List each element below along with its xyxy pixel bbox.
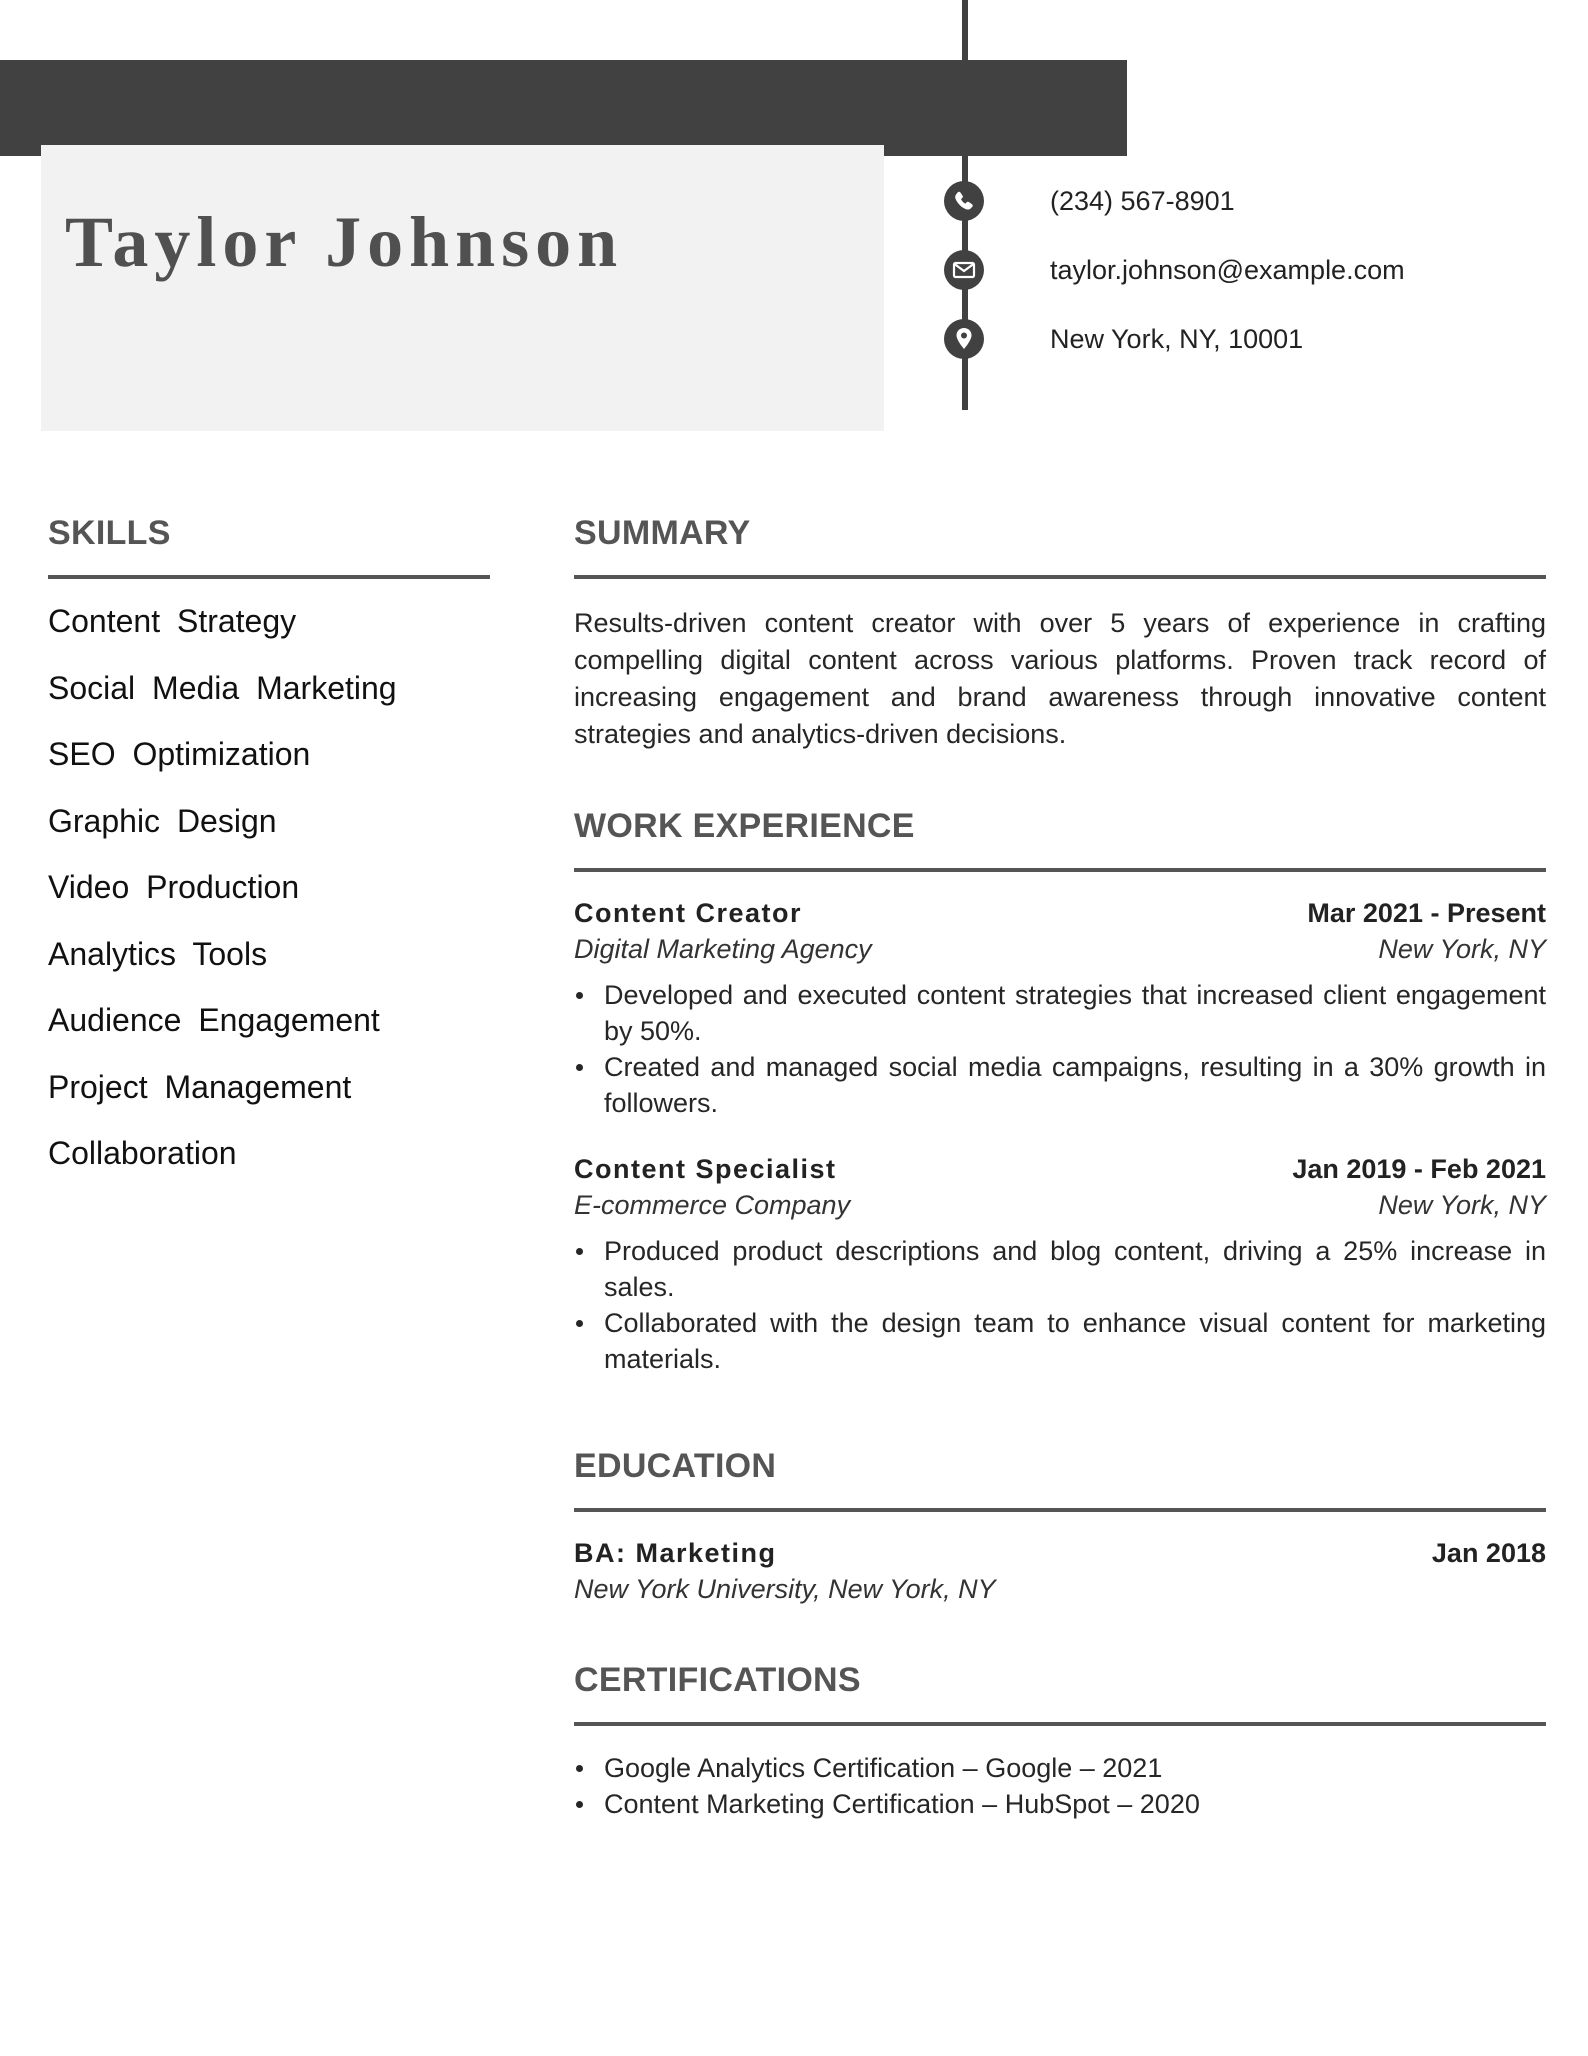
phone-number[interactable]: (234) 567-8901 [1050, 185, 1235, 216]
summary-section [574, 514, 1546, 753]
phone-icon [942, 179, 986, 223]
education-header [574, 1535, 1546, 1571]
job-bullet: Created and managed social media campaigns, resulting in a 30% growth in followers. [574, 1049, 1546, 1121]
education-subheader [574, 1571, 1546, 1607]
job-company: E-commerce Company [574, 1190, 851, 1220]
skill-item: Content Strategy [48, 603, 297, 639]
email-address[interactable]: taylor.johnson@example.com [1050, 254, 1405, 285]
degree: BA: Marketing [574, 1538, 777, 1568]
name-panel [41, 145, 884, 431]
skill-item: Project Management [48, 1068, 352, 1105]
skill-item: Graphic Design [48, 802, 277, 839]
job-dates: Jan 2019 - Feb 2021 [1292, 1154, 1546, 1184]
job-title: Content Creator [574, 898, 803, 928]
mail-icon [942, 248, 986, 292]
certifications-divider [574, 1722, 1546, 1726]
experience-heading: WORK EXPERIENCE [574, 807, 915, 845]
summary-heading: SUMMARY [574, 514, 751, 552]
skill-item: Social Media Marketing [48, 669, 397, 706]
header-bar [0, 60, 1127, 156]
skill-item: Video Production [48, 869, 300, 905]
job-location: New York, NY [1378, 934, 1546, 964]
job-header [574, 895, 1546, 931]
certifications-heading: CERTIFICATIONS [574, 1661, 861, 1699]
skill-item: Collaboration [48, 1135, 237, 1171]
job-bullet: Developed and executed content strategies that increased client engagement by 50%. [574, 977, 1546, 1049]
job-title: Content Specialist [574, 1154, 837, 1184]
education-heading: EDUCATION [574, 1447, 777, 1485]
education-section [574, 1447, 1546, 1607]
job-subheader [574, 1187, 1546, 1223]
job-entry [574, 895, 1546, 1121]
skills-section [48, 514, 490, 1200]
certification-item: Google Analytics Certification – Google – 2021 [574, 1750, 1546, 1786]
job-bullets [574, 1233, 1546, 1377]
contact-location [942, 317, 1303, 361]
job-bullet: Produced product descriptions and blog content, driving a 25% increase in sales. [574, 1233, 1546, 1305]
location-text: New York, NY, 10001 [1050, 323, 1304, 354]
certification-item: Content Marketing Certification – HubSpot – 2020 [574, 1786, 1546, 1822]
certifications-section [574, 1661, 1546, 1822]
skills-heading: SKILLS [48, 514, 171, 552]
job-company: Digital Marketing Agency [574, 934, 872, 964]
summary-text: Results-driven content creator with over 5 years of experience in crafting compelling digital content across various platforms. Proven track record of increasing engagement and brand awareness through innovative content strategies and analytics-driven decisions. [574, 608, 1546, 749]
job-bullets [574, 977, 1546, 1121]
job-subheader [574, 931, 1546, 967]
school: New York University, New York, NY [574, 1574, 996, 1604]
job-location: New York, NY [1378, 1190, 1546, 1220]
skills-divider [48, 575, 490, 579]
graduation-date: Jan 2018 [1431, 1538, 1546, 1568]
job-bullet: Collaborated with the design team to enhance visual content for marketing materials. [574, 1305, 1546, 1377]
certifications-list [574, 1750, 1546, 1822]
contact-email [942, 248, 1405, 292]
skill-item: Analytics Tools [48, 935, 268, 972]
skill-item: Audience Engagement [48, 1002, 380, 1038]
experience-section [574, 807, 1546, 1377]
experience-divider [574, 868, 1546, 872]
job-entry [574, 1151, 1546, 1377]
skill-item: SEO Optimization [48, 736, 311, 772]
summary-divider [574, 575, 1546, 579]
skills-list [48, 601, 490, 1200]
job-dates: Mar 2021 - Present [1307, 898, 1546, 928]
job-header [574, 1151, 1546, 1187]
main-column [574, 514, 1546, 1822]
education-divider [574, 1508, 1546, 1512]
person-name: Taylor Johnson [65, 202, 624, 282]
location-pin-icon [942, 317, 986, 361]
contact-phone [942, 179, 1235, 223]
